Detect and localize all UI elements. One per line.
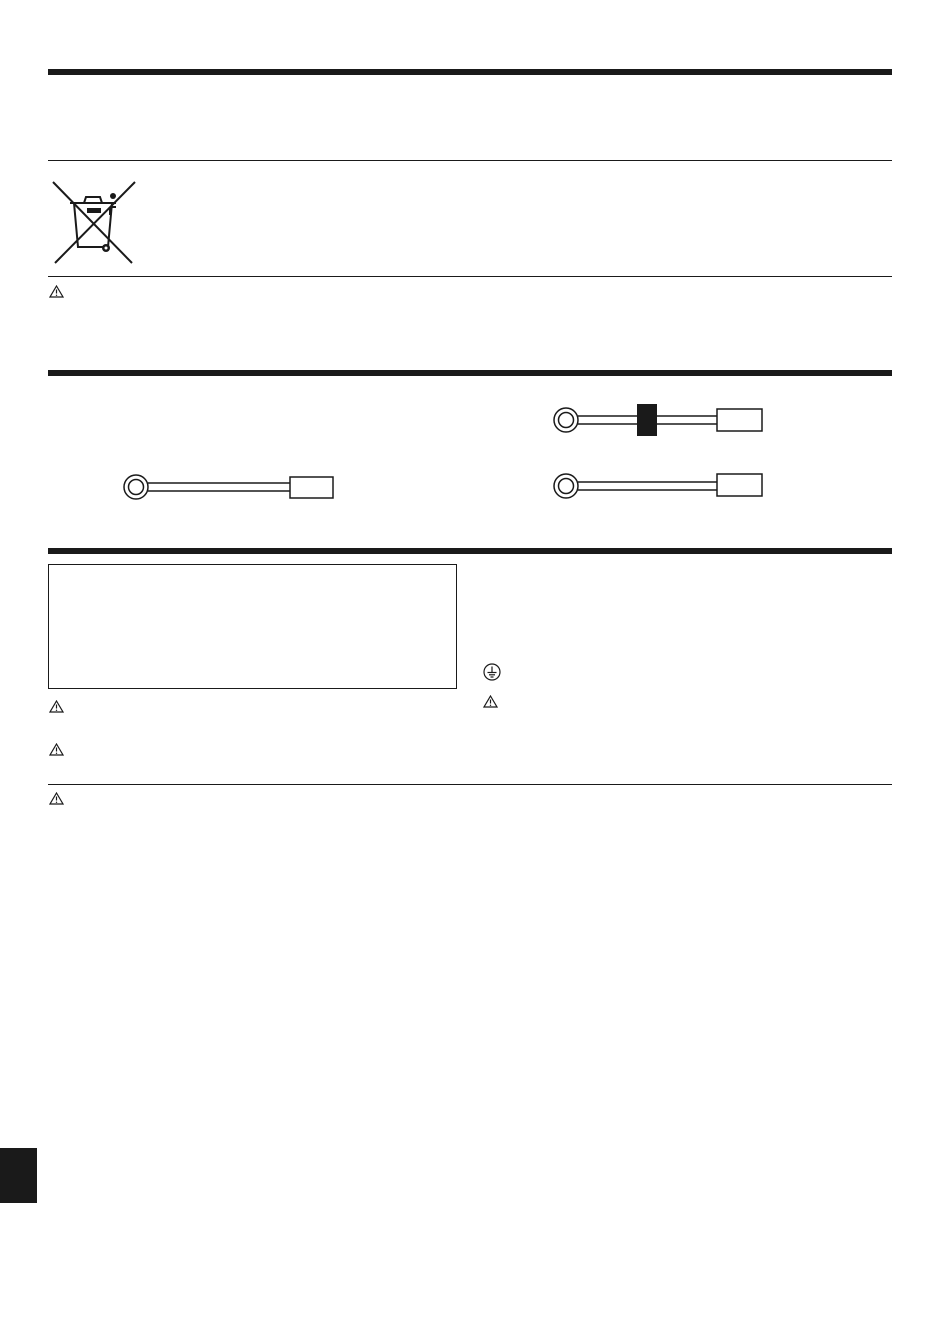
divider-1: [48, 160, 892, 161]
note-box: [48, 564, 457, 689]
warning-triangle-icon: [49, 792, 64, 805]
warning-triangle-icon: [49, 285, 64, 298]
warning-triangle-icon: [49, 743, 64, 756]
ring-terminal-wire-diagram: [120, 472, 336, 502]
section-rule-1: [48, 69, 892, 75]
divider-2: [48, 276, 892, 277]
ring-terminal-wire-with-sleeve-diagram: [550, 404, 766, 436]
earth-ground-icon: [483, 663, 501, 681]
warning-triangle-icon: [49, 700, 64, 713]
section-rule-2: [48, 370, 892, 376]
divider-3: [48, 784, 892, 785]
crossed-out-wheelie-bin-icon: [50, 177, 138, 265]
ring-terminal-wire-diagram-2: [550, 471, 766, 501]
page-edge-tab: [0, 1148, 37, 1203]
section-rule-3: [48, 548, 892, 554]
warning-triangle-icon: [483, 695, 498, 708]
